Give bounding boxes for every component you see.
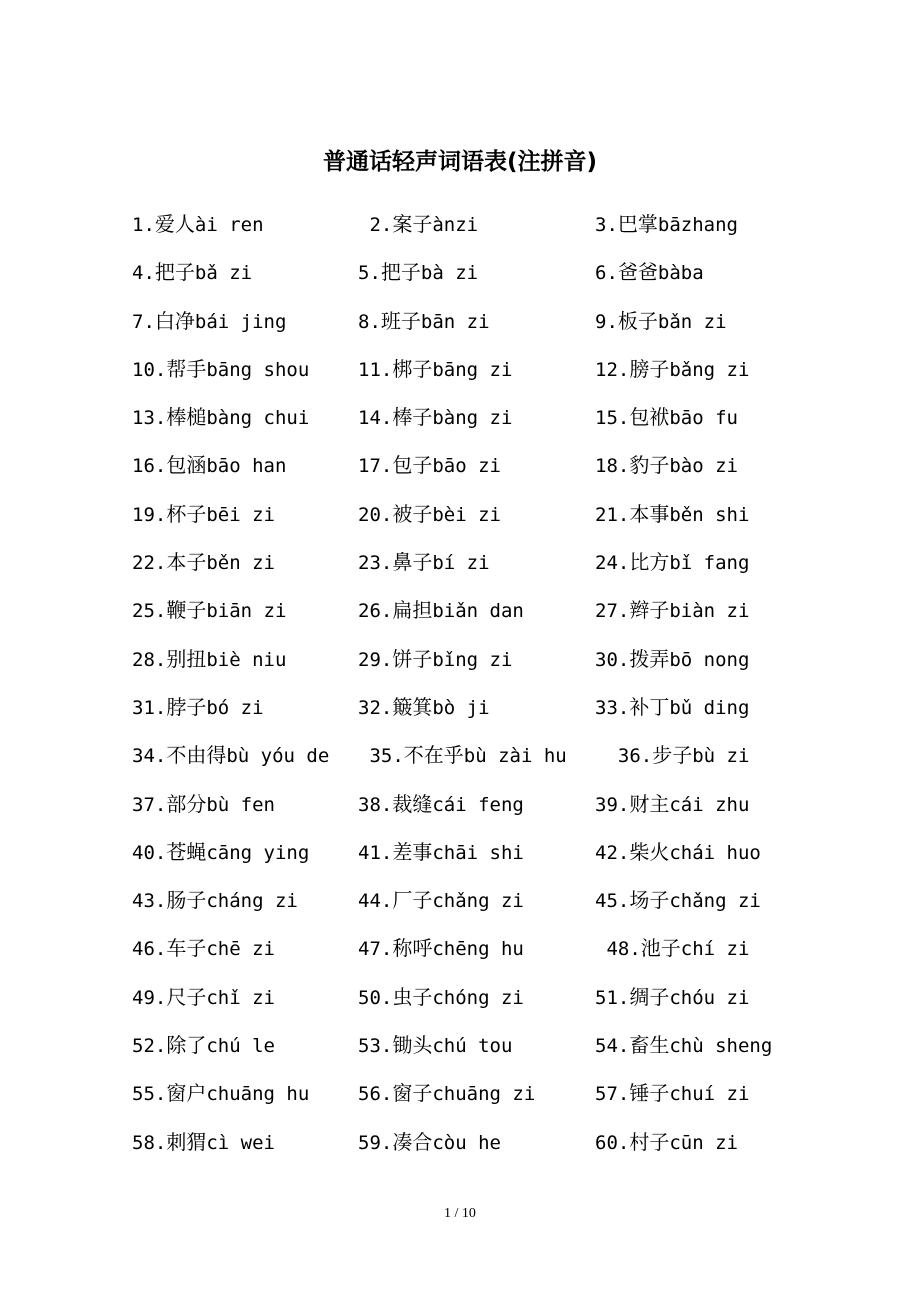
entry-number: 1. (132, 214, 155, 236)
entry-hanzi: 棒槌 (166, 405, 207, 430)
entry-number: 19. (132, 503, 167, 526)
entry-pinyin: bó zi (206, 696, 264, 719)
entry-pinyin: bǐng zi (432, 648, 513, 671)
entry-number: 49. (132, 986, 167, 1009)
word-row (0, 828, 920, 876)
entry-number: 55. (132, 1083, 167, 1106)
word-entry (595, 780, 749, 828)
entry-hanzi: 板子 (617, 308, 658, 333)
entry-pinyin: cūn zi (669, 1131, 738, 1154)
entry-number: 50. (358, 986, 393, 1009)
word-entry (595, 1069, 749, 1117)
entry-pinyin: bāng zi (432, 358, 513, 381)
entry-number: 31. (132, 696, 167, 719)
entry-hanzi: 绸子 (629, 984, 670, 1009)
word-entry (132, 924, 275, 972)
word-entry (132, 297, 286, 345)
word-entry (358, 635, 512, 683)
word-entry (358, 490, 501, 538)
entry-pinyin: chuāng zi (432, 1083, 536, 1106)
entry-hanzi: 村子 (629, 1129, 670, 1154)
entry-hanzi: 把子 (154, 260, 195, 285)
word-entry (595, 586, 749, 634)
word-entry (595, 828, 761, 876)
word-entry (132, 441, 286, 489)
entry-number: 58. (132, 1131, 167, 1154)
entry-hanzi: 窗户 (166, 1081, 207, 1106)
word-entry (595, 248, 704, 296)
entry-pinyin: bù zi (692, 745, 750, 768)
entry-pinyin: chù sheng (669, 1035, 773, 1058)
word-row (0, 876, 920, 924)
entry-hanzi: 扁担 (392, 598, 433, 623)
entry-number: 7. (132, 310, 155, 333)
entry-hanzi: 杯子 (166, 501, 207, 526)
word-row (0, 683, 920, 731)
word-row (0, 973, 920, 1021)
entry-hanzi: 称呼 (392, 936, 433, 961)
entry-pinyin: bān zi (420, 310, 490, 333)
entry-number: 29. (358, 648, 393, 671)
word-entry (132, 538, 275, 586)
word-entry (132, 393, 309, 441)
word-entry (358, 973, 524, 1021)
entry-pinyin: běn shi (669, 503, 750, 526)
word-entry (132, 1118, 275, 1166)
entry-hanzi: 不由得 (166, 743, 227, 768)
entry-pinyin: bāo fu (669, 407, 738, 430)
entry-hanzi: 把子 (380, 260, 421, 285)
word-entry (595, 731, 749, 779)
entry-number: 43. (132, 890, 167, 913)
entry-pinyin: chú le (206, 1035, 275, 1058)
word-entry (132, 731, 329, 779)
entry-pinyin: cì wei (206, 1131, 275, 1154)
entry-pinyin: chóu zi (669, 986, 750, 1009)
word-entry (595, 924, 749, 972)
entry-number: 57. (595, 1083, 630, 1106)
entry-number: 3. (595, 214, 618, 236)
word-entry (595, 200, 738, 248)
entry-pinyin: bǐ fang (669, 552, 750, 575)
entry-hanzi: 窗子 (392, 1081, 433, 1106)
entry-number: 59. (358, 1131, 393, 1154)
entry-hanzi: 梆子 (392, 356, 433, 381)
word-entry (132, 828, 309, 876)
entry-hanzi: 池子 (640, 936, 681, 961)
word-table (0, 200, 920, 1166)
entry-pinyin: chēng hu (432, 938, 524, 961)
entry-pinyin: bāo zi (432, 455, 501, 478)
entry-hanzi: 案子 (392, 212, 433, 236)
entry-hanzi: 刺猬 (166, 1129, 207, 1154)
entry-hanzi: 辫子 (629, 598, 670, 623)
entry-pinyin: bàng chui (206, 407, 310, 430)
entry-pinyin: ài ren (194, 214, 264, 236)
word-row (0, 393, 920, 441)
entry-hanzi: 包子 (392, 453, 433, 478)
entry-number: 14. (358, 407, 393, 430)
word-entry (358, 683, 490, 731)
entry-number: 40. (132, 841, 167, 864)
entry-number: 5. (358, 262, 381, 285)
word-row (0, 441, 920, 489)
entry-number: 4. (132, 262, 155, 285)
entry-hanzi: 拨弄 (629, 646, 670, 671)
entry-pinyin: bèi zi (432, 503, 501, 526)
word-entry (358, 345, 512, 393)
entry-number: 30. (595, 648, 630, 671)
entry-pinyin: běn zi (206, 552, 275, 575)
entry-number: 47. (358, 938, 393, 961)
entry-pinyin: biàn zi (669, 600, 750, 623)
entry-hanzi: 锄头 (392, 1033, 433, 1058)
word-entry (132, 973, 275, 1021)
entry-number: 41. (358, 841, 393, 864)
entry-hanzi: 被子 (392, 501, 433, 526)
entry-pinyin: bái jing (194, 310, 287, 333)
word-entry (132, 1021, 275, 1069)
entry-pinyin: bāzhang (657, 214, 738, 236)
entry-number: 34. (132, 745, 167, 768)
entry-hanzi: 饼子 (392, 646, 433, 671)
entry-pinyin: bà zi (420, 262, 479, 285)
entry-hanzi: 不在乎 (403, 743, 464, 768)
word-entry (358, 538, 490, 586)
word-row (0, 538, 920, 586)
entry-pinyin: bù zài hu (463, 745, 567, 768)
word-entry (132, 200, 264, 248)
entry-pinyin: chāi shi (432, 841, 524, 864)
word-entry (358, 248, 478, 296)
entry-pinyin: chú tou (432, 1035, 513, 1058)
entry-pinyin: bào zi (669, 455, 738, 478)
entry-number: 2. (358, 214, 393, 236)
entry-hanzi: 苍蝇 (166, 839, 207, 864)
word-entry (358, 393, 512, 441)
entry-number: 12. (595, 358, 630, 381)
word-row (0, 200, 920, 248)
entry-pinyin: bāng shou (206, 358, 310, 381)
word-row (0, 248, 920, 296)
entry-hanzi: 场子 (629, 888, 670, 913)
entry-pinyin: bò ji (432, 696, 490, 719)
entry-hanzi: 本子 (166, 550, 207, 575)
entry-number: 53. (358, 1035, 393, 1058)
entry-number: 33. (595, 696, 630, 719)
entry-hanzi: 比方 (629, 550, 670, 575)
entry-pinyin: cái zhu (669, 793, 750, 816)
entry-number: 44. (358, 890, 393, 913)
word-entry (595, 538, 749, 586)
entry-pinyin: bēi zi (206, 503, 275, 526)
entry-pinyin: bù yóu de (226, 745, 330, 768)
entry-pinyin: biǎn dan (432, 600, 524, 623)
word-entry (595, 683, 749, 731)
entry-number: 39. (595, 793, 630, 816)
word-entry (595, 297, 727, 345)
entry-number: 48. (595, 938, 641, 961)
entry-hanzi: 锤子 (629, 1081, 670, 1106)
entry-pinyin: bō nong (669, 648, 750, 671)
entry-number: 26. (358, 600, 393, 623)
entry-hanzi: 柴火 (629, 839, 670, 864)
word-entry (358, 586, 524, 634)
entry-pinyin: chē zi (206, 938, 275, 961)
entry-number: 24. (595, 552, 630, 575)
entry-pinyin: cāng ying (206, 841, 310, 864)
entry-number: 37. (132, 793, 167, 816)
word-entry (132, 248, 252, 296)
word-entry (358, 200, 478, 248)
entry-number: 45. (595, 890, 630, 913)
word-row (0, 1118, 920, 1166)
entry-pinyin: bǎn zi (657, 310, 727, 333)
entry-number: 17. (358, 455, 393, 478)
entry-number: 27. (595, 600, 630, 623)
entry-hanzi: 包涵 (166, 453, 207, 478)
entry-hanzi: 畜生 (629, 1033, 670, 1058)
word-entry (595, 973, 749, 1021)
entry-number: 9. (595, 310, 618, 333)
entry-hanzi: 豹子 (629, 453, 670, 478)
entry-hanzi: 部分 (166, 791, 207, 816)
entry-hanzi: 虫子 (392, 984, 433, 1009)
entry-hanzi: 车子 (166, 936, 207, 961)
word-entry (132, 586, 286, 634)
entry-pinyin: chuāng hu (206, 1083, 310, 1106)
entry-hanzi: 本事 (629, 501, 670, 526)
word-entry (132, 345, 309, 393)
word-entry (358, 441, 501, 489)
entry-pinyin: bí zi (432, 552, 490, 575)
entry-pinyin: cháng zi (206, 890, 298, 913)
entry-pinyin: biè niu (206, 648, 287, 671)
word-entry (358, 828, 524, 876)
entry-hanzi: 除了 (166, 1033, 207, 1058)
word-entry (358, 731, 567, 779)
entry-pinyin: biān zi (206, 600, 287, 623)
entry-number: 18. (595, 455, 630, 478)
entry-hanzi: 爸爸 (617, 260, 658, 285)
entry-hanzi: 裁缝 (392, 791, 433, 816)
word-entry (358, 1118, 501, 1166)
entry-hanzi: 厂子 (392, 888, 433, 913)
word-entry (358, 780, 524, 828)
entry-hanzi: 鼻子 (392, 550, 433, 575)
entry-hanzi: 步子 (652, 743, 693, 768)
entry-hanzi: 白净 (154, 308, 195, 333)
entry-hanzi: 差事 (392, 839, 433, 864)
entry-number: 6. (595, 262, 618, 285)
page-title: 普通话轻声词语表(注拼音) (322, 149, 598, 175)
entry-number: 46. (132, 938, 167, 961)
entry-hanzi: 帮手 (166, 356, 207, 381)
word-row (0, 780, 920, 828)
entry-hanzi: 财主 (629, 791, 670, 816)
entry-number: 20. (358, 503, 393, 526)
word-entry (132, 876, 298, 924)
entry-number: 32. (358, 696, 393, 719)
word-row (0, 635, 920, 683)
word-entry (132, 683, 264, 731)
entry-number: 60. (595, 1131, 630, 1154)
word-row (0, 345, 920, 393)
entry-hanzi: 鞭子 (166, 598, 207, 623)
entry-number: 56. (358, 1083, 393, 1106)
entry-pinyin: bàba (657, 262, 704, 285)
word-row (0, 297, 920, 345)
word-row (0, 1069, 920, 1117)
entry-pinyin: ànzi (432, 214, 479, 236)
entry-pinyin: chí zi (680, 938, 750, 961)
word-entry (358, 297, 490, 345)
entry-hanzi: 补丁 (629, 694, 670, 719)
word-entry (132, 1069, 309, 1117)
entry-number: 28. (132, 648, 167, 671)
word-entry (595, 393, 738, 441)
word-entry (595, 1118, 738, 1166)
entry-number: 11. (358, 358, 393, 381)
entry-number: 25. (132, 600, 167, 623)
entry-number: 15. (595, 407, 630, 430)
entry-number: 23. (358, 552, 393, 575)
entry-pinyin: cái feng (432, 793, 524, 816)
entry-pinyin: bàng zi (432, 407, 513, 430)
entry-pinyin: chǎng zi (669, 890, 761, 913)
entry-pinyin: bǎ zi (194, 262, 253, 285)
entry-hanzi: 凑合 (392, 1129, 433, 1154)
word-row (0, 1021, 920, 1069)
entry-pinyin: bāo han (206, 455, 287, 478)
entry-hanzi: 肠子 (166, 888, 207, 913)
word-entry (595, 876, 761, 924)
page-number: 1 / 10 (444, 1206, 476, 1221)
entry-hanzi: 包袱 (629, 405, 670, 430)
word-entry (132, 635, 286, 683)
word-row (0, 924, 920, 972)
entry-number: 42. (595, 841, 630, 864)
entry-number: 51. (595, 986, 630, 1009)
word-entry (358, 1021, 512, 1069)
entry-number: 54. (595, 1035, 630, 1058)
word-entry (595, 1021, 772, 1069)
entry-number: 38. (358, 793, 393, 816)
entry-hanzi: 尺子 (166, 984, 207, 1009)
word-row (0, 586, 920, 634)
entry-hanzi: 巴掌 (617, 212, 658, 236)
entry-number: 16. (132, 455, 167, 478)
word-entry (132, 490, 275, 538)
entry-pinyin: chuí zi (669, 1083, 750, 1106)
word-entry (358, 924, 524, 972)
entry-pinyin: bǎng zi (669, 358, 750, 381)
entry-hanzi: 棒子 (392, 405, 433, 430)
word-row (0, 490, 920, 538)
entry-pinyin: chǎng zi (432, 890, 524, 913)
entry-number: 21. (595, 503, 630, 526)
word-entry (595, 490, 749, 538)
entry-number: 8. (358, 310, 381, 333)
word-entry (595, 345, 749, 393)
entry-hanzi: 脖子 (166, 694, 207, 719)
entry-hanzi: 班子 (380, 308, 421, 333)
entry-hanzi: 爱人 (154, 212, 195, 236)
entry-number: 22. (132, 552, 167, 575)
entry-hanzi: 膀子 (629, 356, 670, 381)
entry-hanzi: 别扭 (166, 646, 207, 671)
entry-pinyin: chái huo (669, 841, 761, 864)
entry-number: 36. (595, 745, 653, 768)
entry-hanzi: 簸箕 (392, 694, 433, 719)
entry-pinyin: chóng zi (432, 986, 524, 1009)
entry-number: 13. (132, 407, 167, 430)
entry-pinyin: bù fen (206, 793, 275, 816)
word-entry (595, 635, 749, 683)
entry-pinyin: còu he (432, 1131, 501, 1154)
word-entry (358, 876, 524, 924)
word-entry (358, 1069, 535, 1117)
word-entry (132, 780, 275, 828)
entry-pinyin: chǐ zi (206, 986, 275, 1009)
entry-number: 10. (132, 358, 167, 381)
entry-number: 52. (132, 1035, 167, 1058)
entry-pinyin: bǔ ding (669, 696, 750, 719)
entry-number: 35. (358, 745, 404, 768)
word-entry (595, 441, 738, 489)
word-row (0, 731, 920, 779)
